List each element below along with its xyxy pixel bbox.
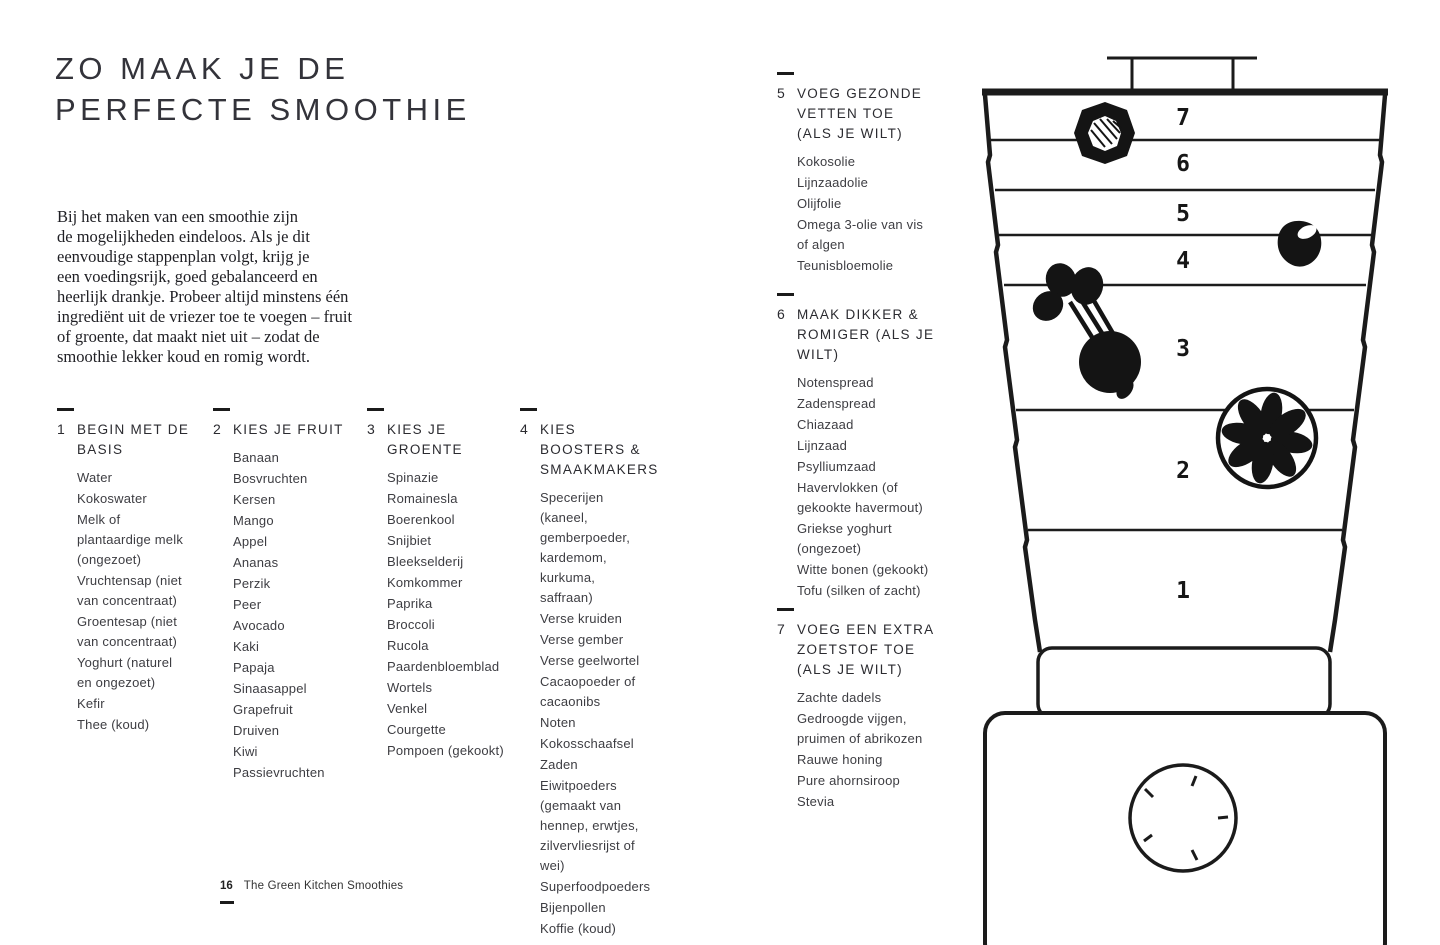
list-item: Pure ahornsiroop	[797, 773, 900, 788]
beetroot-icon	[1027, 259, 1141, 402]
list-item: Passievruchten	[233, 765, 325, 780]
level-number: 1	[1176, 578, 1190, 604]
step-section-4	[520, 408, 672, 940]
list-item: Griekse yoghurt (ongezoet)	[797, 521, 892, 556]
step-section-5	[777, 72, 965, 277]
step-items	[367, 468, 519, 761]
list-item: Tofu (silken of zacht)	[797, 583, 921, 598]
list-item: Melk of plantaardige melk (ongezoet)	[77, 512, 184, 567]
step-section-2	[213, 408, 371, 784]
list-item: Rucola	[387, 638, 429, 653]
list-item: Spinazie	[387, 470, 439, 485]
step-number: 3	[367, 421, 376, 437]
list-item: Paardenbloemblad	[387, 659, 500, 674]
list-item: Lijnzaad	[797, 438, 848, 453]
level-number: 3	[1176, 336, 1190, 362]
blender-illustration	[960, 40, 1400, 945]
step-number: 1	[57, 421, 66, 437]
list-item: Avocado	[233, 618, 285, 633]
list-item: Noten	[540, 715, 576, 730]
list-item: Bijenpollen	[540, 900, 606, 915]
list-item: Kersen	[233, 492, 276, 507]
list-item: Broccoli	[387, 617, 435, 632]
intro-line: of groente, dat maakt niet uit – zodat de	[57, 327, 320, 346]
intro-line: Bij het maken van een smoothie zijn	[57, 207, 299, 226]
list-item: Verse geelwortel	[540, 653, 640, 668]
list-item: Kokosschaafsel	[540, 736, 634, 751]
list-item: Kokosolie	[797, 154, 856, 169]
list-item: Gedroogde vijgen, pruimen of abrikozen	[797, 711, 923, 746]
step-heading: MAAK DIKKER & ROMIGER (ALS JE WILT)	[797, 307, 935, 362]
list-item: Zadenspread	[797, 396, 876, 411]
intro-line: heerlijk drankje. Probeer altijd minstens één	[57, 287, 349, 306]
section-dash	[57, 408, 74, 411]
intro-line: eenvoudige stappenplan volgt, krijg je	[57, 247, 310, 266]
step-number: 5	[777, 85, 786, 101]
step-heading: VOEG EEN EXTRA ZOETSTOF TOE (ALS JE WILT)	[797, 622, 934, 677]
intro-line: een voedingsrijk, goed gebalanceerd en	[57, 267, 318, 286]
section-dash	[777, 72, 794, 75]
step-number: 2	[213, 421, 222, 437]
list-item: Sinaasappel	[233, 681, 307, 696]
list-item: Komkommer	[387, 575, 463, 590]
list-item: Grapefruit	[233, 702, 293, 717]
step-section-1	[57, 408, 207, 736]
list-item: Boerenkool	[387, 512, 455, 527]
list-item: Ananas	[233, 555, 279, 570]
step-number: 4	[520, 421, 529, 437]
list-item: Bosvruchten	[233, 471, 308, 486]
list-item: Chiazaad	[797, 417, 854, 432]
list-item: Papaja	[233, 660, 275, 675]
blender-lid	[1107, 58, 1257, 91]
list-item: Psylliumzaad	[797, 459, 876, 474]
walnut-icon	[1074, 102, 1135, 164]
section-dash	[777, 608, 794, 611]
list-item: Mango	[233, 513, 274, 528]
list-item: Specerijen (kaneel, gemberpoeder, kardemom, kurkuma, saffraan)	[540, 490, 631, 605]
list-item: Notenspread	[797, 375, 874, 390]
intro-line: smoothie lekker koud en romig wordt.	[57, 347, 310, 366]
list-item: Cacaopoeder of cacaonibs	[540, 674, 636, 709]
intro-line: de mogelijkheden eindeloos. Als je dit	[57, 227, 310, 246]
blender-collar	[1038, 648, 1330, 718]
step-items	[777, 373, 945, 601]
list-item: Banaan	[233, 450, 280, 465]
list-item: Superfoodpoeders	[540, 879, 651, 894]
step-items	[213, 448, 371, 783]
page-title-line2: PERFECTE SMOOTHIE	[55, 92, 471, 127]
step-heading: VOEG GEZONDE VETTEN TOE (ALS JE WILT)	[797, 86, 923, 141]
list-item: Bleekselderij	[387, 554, 464, 569]
list-item: Havervlokken (of gekookte havermout)	[797, 480, 923, 515]
hazelnut-icon	[1278, 221, 1322, 267]
footer-dash	[220, 901, 234, 904]
list-item: Kiwi	[233, 744, 258, 759]
list-item: Witte bonen (gekookt)	[797, 562, 929, 577]
list-item: Verse gember	[540, 632, 624, 647]
list-item: Groentesap (niet van concentraat)	[77, 614, 178, 649]
section-dash	[777, 293, 794, 296]
intro-line: ingrediënt uit de vriezer toe te voegen – fruit	[57, 307, 353, 326]
list-item: Zaden	[540, 757, 578, 772]
list-item: Omega 3-olie van vis of algen	[797, 217, 924, 252]
page-number: 16	[220, 880, 233, 892]
list-item: Verse kruiden	[540, 611, 623, 626]
list-item: Venkel	[387, 701, 428, 716]
list-item: Pompoen (gekookt)	[387, 743, 504, 758]
list-item: Kefir	[77, 696, 105, 711]
step-section-3	[367, 408, 519, 762]
step-heading: KIES JE GROENTE	[387, 422, 463, 457]
section-dash	[520, 408, 537, 411]
list-item: Vruchtensap (niet van concentraat)	[77, 573, 182, 608]
page-title	[55, 48, 471, 130]
level-number: 2	[1176, 458, 1190, 484]
list-item: Eiwitpoeders (gemaakt van hennep, erwtjes, zilvervliesrijst of wei)	[540, 778, 639, 873]
list-item: Rauwe honing	[797, 752, 883, 767]
list-item: Yoghurt (naturel en ongezoet)	[77, 655, 173, 690]
list-item: Perzik	[233, 576, 271, 591]
step-items	[57, 468, 185, 735]
list-item: Druiven	[233, 723, 280, 738]
list-item: Paprika	[387, 596, 433, 611]
blender-jar	[1330, 95, 1385, 652]
list-item: Thee (koud)	[77, 717, 150, 732]
level-number: 6	[1176, 151, 1190, 177]
section-dash	[367, 408, 384, 411]
level-number: 5	[1176, 201, 1190, 227]
citrus-slice-icon	[1218, 389, 1316, 487]
section-dash	[213, 408, 230, 411]
level-number: 4	[1176, 248, 1190, 274]
list-item: Romainesla	[387, 491, 458, 506]
page-footer	[220, 880, 403, 892]
list-item: Kaki	[233, 639, 260, 654]
list-item: Wortels	[387, 680, 433, 695]
list-item: Appel	[233, 534, 268, 549]
step-section-7	[777, 608, 969, 813]
page-title-line1: ZO MAAK JE DE	[55, 51, 350, 86]
step-items	[777, 152, 929, 276]
list-item: Lijnzaadolie	[797, 175, 869, 190]
list-item: Koffie (koud)	[540, 921, 617, 936]
blender-jar	[985, 95, 1040, 652]
step-heading: KIES BOOSTERS & SMAAKMAKERS	[540, 422, 659, 477]
list-item: Kokoswater	[77, 491, 147, 506]
list-item: Stevia	[797, 794, 835, 809]
step-items	[777, 688, 929, 812]
list-item: Olijfolie	[797, 196, 842, 211]
list-item: Water	[77, 470, 113, 485]
step-heading: KIES JE FRUIT	[233, 422, 344, 437]
speed-dial-icon	[1130, 765, 1236, 871]
step-section-6	[777, 293, 975, 602]
book-title: The Green Kitchen Smoothies	[243, 880, 404, 892]
list-item: Peer	[233, 597, 262, 612]
step-items	[520, 488, 650, 939]
step-number: 6	[777, 306, 786, 322]
level-number: 7	[1176, 105, 1190, 131]
intro-paragraph	[57, 207, 387, 367]
step-heading: BEGIN MET DE BASIS	[77, 422, 190, 457]
list-item: Snijbiet	[387, 533, 432, 548]
step-number: 7	[777, 621, 786, 637]
list-item: Zachte dadels	[797, 690, 882, 705]
list-item: Courgette	[387, 722, 446, 737]
list-item: Teunisbloemolie	[797, 258, 894, 273]
